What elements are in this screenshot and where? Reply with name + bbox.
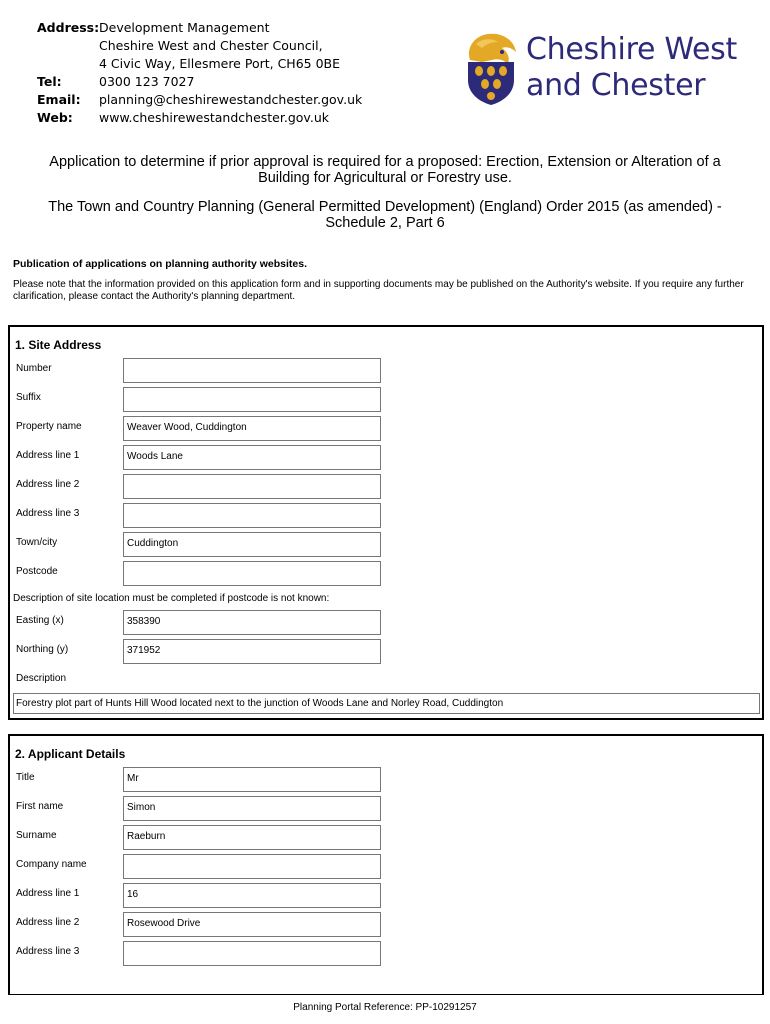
council-logo	[462, 30, 737, 106]
contact-address-row-3	[37, 55, 362, 73]
applicant-details-section	[8, 734, 764, 994]
title-field[interactable]: Mr	[123, 767, 381, 792]
postcode-label: Postcode	[16, 566, 58, 577]
title-label: Title	[16, 772, 35, 783]
company-name-field[interactable]	[123, 854, 381, 879]
first-name-label: First name	[16, 801, 64, 812]
applicant-details-title: 2. Applicant Details	[15, 747, 126, 761]
tel-value: 0300 123 7027	[99, 74, 195, 89]
address-line-1: Development Management	[99, 20, 270, 35]
applicant-address-line-1-label: Address line 1	[16, 888, 80, 899]
logo-wordmark	[526, 32, 737, 104]
applicant-address-line-2-label: Address line 2	[16, 917, 80, 928]
site-address-line-2-label: Address line 2	[16, 479, 80, 490]
northing-field[interactable]: 371952	[123, 639, 381, 664]
property-name-label: Property name	[16, 421, 82, 432]
site-address-line-1-label: Address line 1	[16, 450, 80, 461]
suffix-field[interactable]	[123, 387, 381, 412]
council-crest-icon	[462, 30, 520, 106]
number-label: Number	[16, 363, 52, 374]
town-city-field[interactable]: Cuddington	[123, 532, 381, 557]
surname-field[interactable]: Raeburn	[123, 825, 381, 850]
email-key: Email:	[37, 92, 81, 107]
address-key-blank-2	[37, 55, 99, 73]
form-subtitle-line-1: The Town and Country Planning (General Permitted Development) (England) Order 2015 (as amended) -	[48, 199, 722, 215]
description-label: Description	[16, 673, 67, 684]
northing-label: Northing (y)	[16, 644, 69, 655]
site-address-line-3-label: Address line 3	[16, 508, 80, 519]
contact-address-row	[37, 19, 362, 37]
contact-web-row	[37, 109, 362, 127]
property-name-field[interactable]: Weaver Wood, Cuddington	[123, 416, 381, 441]
number-field[interactable]	[123, 358, 381, 383]
description-field[interactable]: Forestry plot part of Hunts Hill Wood located next to the junction of Woods Lane and Norley Road, Cuddington	[13, 693, 760, 714]
company-name-label: Company name	[16, 859, 87, 870]
form-title	[10, 154, 760, 186]
form-title-line-2: Building for Agricultural or Forestry use.	[258, 170, 512, 186]
form-title-line-1: Application to determine if prior approval is required for a proposed: Erection, Extension or Alteration of a	[49, 154, 721, 170]
footer-divider	[8, 994, 764, 995]
applicant-address-line-2-field[interactable]: Rosewood Drive	[123, 912, 381, 937]
site-address-section	[8, 325, 764, 720]
address-key-blank	[37, 37, 99, 55]
web-value[interactable]: www.cheshirewestandchester.gov.uk	[99, 110, 329, 125]
contact-email-row	[37, 91, 362, 109]
site-location-note: Description of site location must be completed if postcode is not known:	[13, 593, 330, 604]
logo-line-1: Cheshire West	[526, 32, 737, 67]
contact-address-row-2	[37, 37, 362, 55]
easting-label: Easting (x)	[16, 615, 64, 626]
easting-field[interactable]: 358390	[123, 610, 381, 635]
address-line-3: 4 Civic Way, Ellesmere Port, CH65 0BE	[99, 56, 341, 71]
surname-label: Surname	[16, 830, 57, 841]
form-subtitle-line-2: Schedule 2, Part 6	[325, 215, 445, 231]
applicant-address-line-3-label: Address line 3	[16, 946, 80, 957]
planning-portal-reference: Planning Portal Reference: PP-10291257	[293, 1002, 477, 1013]
applicant-address-line-3-field[interactable]	[123, 941, 381, 966]
town-city-label: Town/city	[16, 537, 58, 548]
web-key: Web:	[37, 110, 73, 125]
suffix-label: Suffix	[16, 392, 41, 403]
site-address-line-3-field[interactable]	[123, 503, 381, 528]
email-value[interactable]: planning@cheshirewestandchester.gov.uk	[99, 92, 363, 107]
site-address-line-1-field[interactable]: Woods Lane	[123, 445, 381, 470]
applicant-address-line-1-field[interactable]: 16	[123, 883, 381, 908]
address-key: Address:	[37, 20, 100, 35]
site-address-line-2-field[interactable]	[123, 474, 381, 499]
contact-details	[37, 19, 362, 127]
site-address-title: 1. Site Address	[15, 338, 102, 352]
first-name-field[interactable]: Simon	[123, 796, 381, 821]
publication-heading: Publication of applications on planning authority websites.	[13, 258, 308, 270]
form-subtitle	[10, 199, 760, 231]
postcode-field[interactable]	[123, 561, 381, 586]
publication-note: Please note that the information provided on this application form and in supporting documents may be published on the Authority's website. If you require any further clarification, please contact the Authority's planning department.	[13, 279, 744, 302]
logo-line-2: and Chester	[526, 68, 706, 103]
address-line-2: Cheshire West and Chester Council,	[99, 38, 323, 53]
contact-tel-row	[37, 73, 362, 91]
tel-key: Tel:	[37, 74, 62, 89]
